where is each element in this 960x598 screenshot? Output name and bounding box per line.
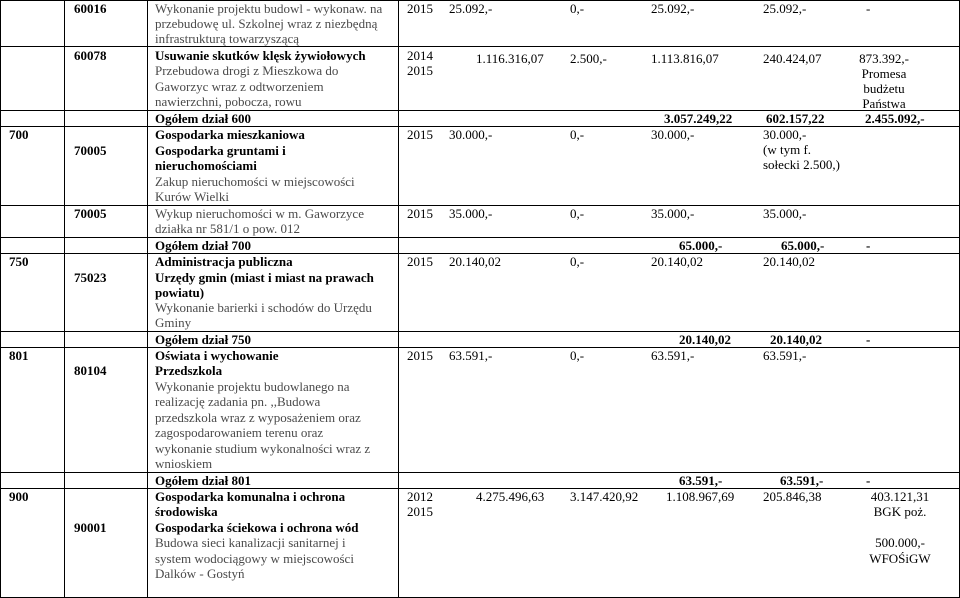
column-divider [64, 0, 65, 598]
summary-value: 63.591,- [679, 473, 723, 488]
task-description: Przebudowa drogi z Mieszkowa do [155, 63, 339, 78]
rozdzial-title: Gospodarka gruntami i [155, 143, 286, 158]
summary-label: Ogółem dział 801 [155, 473, 252, 488]
summary-label: Ogółem dział 700 [155, 238, 252, 253]
task-description: Wykup nieruchomości w m. Gaworzyce [155, 206, 364, 221]
rozdzial-code: 90001 [74, 520, 107, 535]
value-cell: 205.846,38 [763, 489, 822, 504]
rozdzial-title: Gospodarka mieszkaniowa [155, 127, 305, 142]
summary-label: Ogółem dział 600 [155, 111, 252, 126]
value-cell: (w tym f. [763, 142, 812, 157]
summary-value: - [866, 473, 871, 488]
rozdzial-title: Oświata i wychowanie [155, 348, 279, 363]
value-cell: 30.000,- [651, 127, 695, 142]
task-description: Wykonanie projektu budowl - wykonaw. na [155, 1, 383, 16]
value-cell: 0,- [570, 348, 585, 363]
summary-value: 20.140,02 [770, 332, 822, 347]
value-cell: 1.113.816,07 [651, 51, 719, 66]
value-cell: 20.140,02 [763, 254, 815, 269]
rozdzial-title: Przedszkola [155, 363, 223, 378]
year-cell: 2015 [407, 206, 433, 221]
year-cell: 2012 [407, 489, 433, 504]
task-description: Gminy [155, 315, 192, 330]
value-cell: 35.000,- [449, 206, 493, 221]
task-description: Wykonanie projektu budowlanego na [155, 379, 350, 394]
task-description: przebudowę ul. Szkolnej wraz z niezbędną [155, 16, 378, 31]
task-description: działka nr 581/1 o pow. 012 [155, 221, 301, 236]
value-cell: 35.000,- [651, 206, 695, 221]
value-cell: 63.591,- [651, 348, 695, 363]
rozdzial-code: 70005 [74, 143, 107, 158]
task-description: realizację zadania pn. ,,Budowa [155, 394, 321, 409]
summary-value: 20.140,02 [679, 332, 731, 347]
task-description: Dalków - Gostyń [155, 566, 245, 581]
task-description: wykonanie studium wykonalności wraz z [155, 441, 371, 456]
value-cell: 240.424,07 [763, 51, 822, 66]
value-cell: 2.500,- [570, 51, 607, 66]
value-cell: WFOŚiGW [869, 551, 931, 566]
summary-value: 2.455.092,- [865, 111, 925, 126]
dzial-code: 700 [9, 127, 29, 142]
value-cell: 63.591,- [449, 348, 493, 363]
value-cell: 30.000,- [763, 127, 807, 142]
value-cell: 0,- [570, 206, 585, 221]
rozdzial-title: środowiska [155, 504, 218, 519]
value-cell: 20.140,02 [449, 254, 501, 269]
task-description: Wykonanie barierki i schodów do Urzędu [155, 300, 372, 315]
value-cell: 403.121,31 [870, 489, 930, 504]
value-cell: 3.147.420,92 [570, 489, 639, 504]
rozdzial-code: 60078 [74, 48, 107, 63]
value-cell: 25.092,- [763, 1, 807, 16]
task-description: Zakup nieruchomości w miejscowości [155, 174, 355, 189]
task-description: przedszkola wraz z wyposażeniem oraz [155, 410, 361, 425]
rozdzial-code: 70005 [74, 206, 107, 221]
value-cell: 35.000,- [763, 206, 807, 221]
dzial-code: 801 [9, 348, 29, 363]
value-cell: 63.591,- [763, 348, 807, 363]
year-cell: 2015 [407, 63, 433, 78]
value-cell: 0,- [570, 127, 585, 142]
summary-value: 3.057.249,22 [664, 111, 733, 126]
value-cell: 20.140,02 [651, 254, 703, 269]
value-cell: 500.000,- [875, 535, 925, 550]
rozdzial-code: 75023 [74, 270, 107, 285]
summary-value: - [866, 332, 871, 347]
task-description: zagospodarowaniem terenu oraz [155, 425, 324, 440]
rozdzial-title: Usuwanie skutków klęsk żywiołowych [155, 48, 366, 63]
value-cell: 1.116.316,07 [476, 51, 544, 66]
value-cell: - [866, 1, 871, 16]
rozdzial-title: Administracja publiczna [155, 254, 293, 269]
rozdzial-title: nieruchomościami [155, 158, 257, 173]
value-cell: Państwa [862, 96, 906, 111]
value-cell: Promesa [861, 66, 907, 81]
dzial-code: 750 [9, 254, 29, 269]
value-cell: 873.392,- [859, 51, 909, 66]
value-cell: 25.092,- [449, 1, 493, 16]
value-cell: 25.092,- [651, 1, 695, 16]
rozdzial-title: Gospodarka ściekowa i ochrona wód [155, 520, 359, 535]
year-cell: 2015 [407, 127, 433, 142]
year-cell: 2015 [407, 254, 433, 269]
column-divider [147, 0, 148, 598]
task-description: Gaworzyc wraz z odtworzeniem [155, 79, 324, 94]
rozdzial-title: powiatu) [155, 285, 205, 300]
summary-value: - [866, 238, 871, 253]
task-description: infrastrukturą towarzyszącą [155, 31, 300, 46]
value-cell: 0,- [570, 1, 585, 16]
task-description: system wodociągowy w miejscowości [155, 551, 354, 566]
column-divider [0, 0, 1, 598]
summary-value: 63.591,- [780, 473, 824, 488]
rozdzial-code: 60016 [74, 1, 107, 16]
value-cell: budżetu [863, 81, 905, 96]
value-cell: BGK poż. [873, 504, 927, 519]
task-description: nawierzchni, pobocza, rowu [155, 94, 302, 109]
task-description: Kurów Wielki [155, 189, 229, 204]
task-description: wnioskiem [155, 456, 213, 471]
value-cell: 0,- [570, 254, 585, 269]
value-cell: sołecki 2.500,) [763, 157, 840, 172]
rozdzial-title: Urzędy gmin (miast i miast na prawach [155, 270, 374, 285]
value-cell: 4.275.496,63 [476, 489, 545, 504]
row-divider [0, 46, 960, 47]
column-divider [398, 0, 399, 598]
summary-label: Ogółem dział 750 [155, 332, 252, 347]
year-cell: 2015 [407, 348, 433, 363]
task-description: Budowa sieci kanalizacji sanitarnej i [155, 535, 346, 550]
summary-value: 65.000,- [781, 238, 825, 253]
value-cell: 30.000,- [449, 127, 493, 142]
year-cell: 2015 [407, 504, 433, 519]
rozdzial-code: 80104 [74, 363, 107, 378]
summary-value: 65.000,- [679, 238, 723, 253]
year-cell: 2015 [407, 1, 433, 16]
value-cell: 1.108.967,69 [666, 489, 735, 504]
rozdzial-title: Gospodarka komunalna i ochrona [155, 489, 346, 504]
year-cell: 2014 [407, 48, 433, 63]
dzial-code: 900 [9, 489, 29, 504]
summary-value: 602.157,22 [766, 111, 825, 126]
